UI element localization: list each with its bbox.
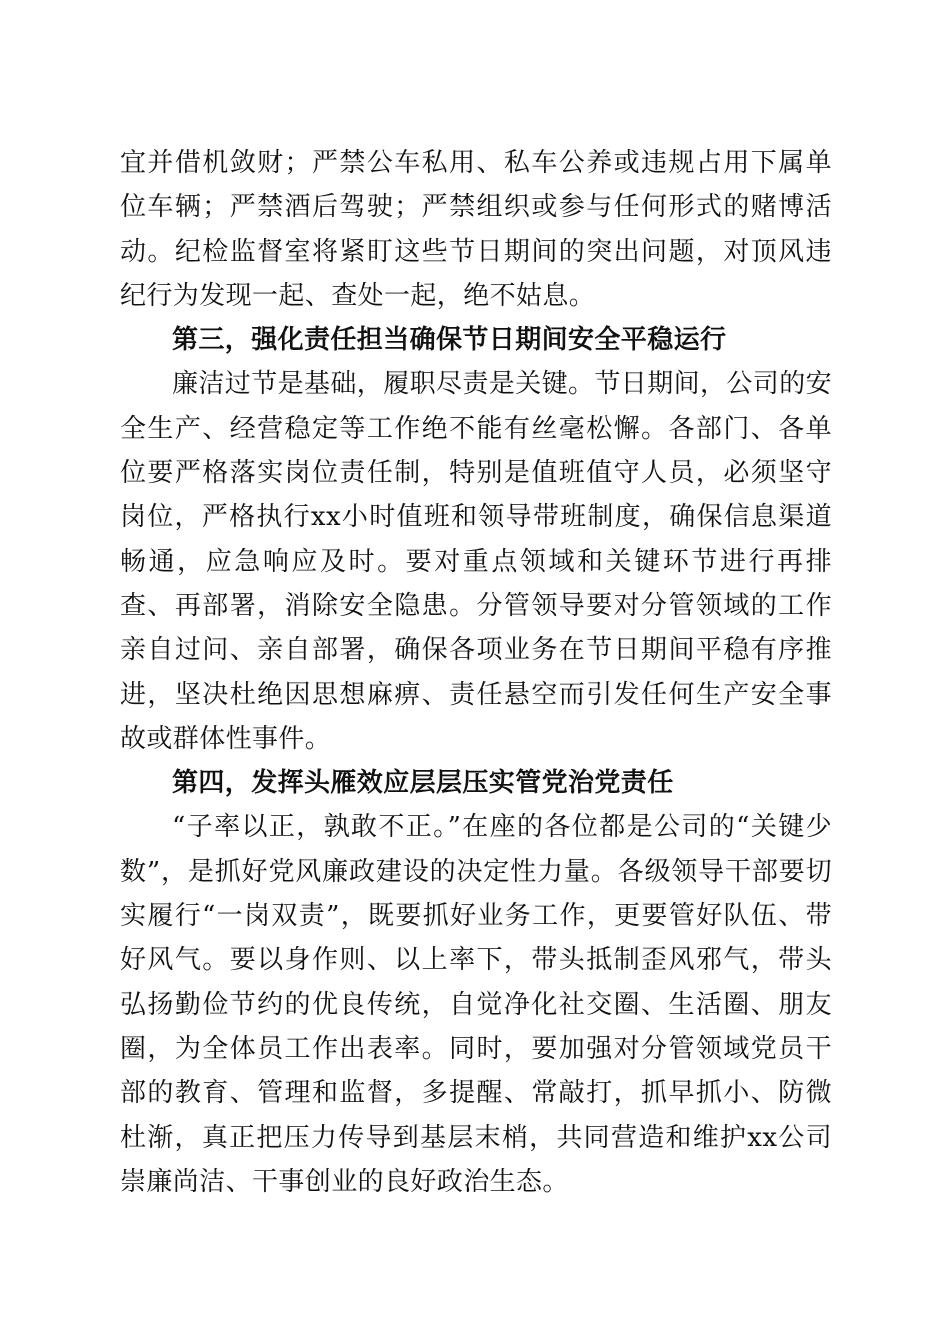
paragraph-section-3: 廉洁过节是基础，履职尽责是关键。节日期间，公司的安全生产、经营稳定等工作绝不能有丝毫松懈。各部门、各单位要严格落实岗位责任制，特别是值班值守人员，必须坚守岗位，严格执行xx小时值班和领导带班制度，确保信息渠道畅通，应急响应及时。要对重点领域和关键环节进行再排查、再部署，消除安全隐患。分管领导要对分管领域的工作亲自过问、亲自部署，确保各项业务在节日期间平稳有序推进，坚决杜绝因思想麻痹、责任悬空而引发任何生产安全事故或群体性事件。 <box>120 369 833 754</box>
document-body <box>120 141 832 1204</box>
section-heading-3: 第三，强化责任担当确保节日期间安全平稳运行 <box>172 325 727 356</box>
paragraph-section-4: “子率以正，孰敢不正。”在座的各位都是公司的“关键少数”，是抓好党风廉政建设的决定性力量。各级领导干部要切实履行“一岗双责”，既要抓好业务工作，更要管好队伍、带好风气。要以身作则、以上率下，带头抵制歪风邪气，带头弘扬勤俭节约的优良传统，自觉净化社交圈、生活圈、朋友圈，为全体员工作出表率。同时，要加强对分管领域党员干部的教育、管理和监督，多提醒、常敲打，抓早抓小、防微杜渐，真正把压力传导到基层末梢，共同营造和维护xx公司崇廉尚洁、干事创业的良好政治生态。 <box>120 812 832 1197</box>
section-heading-4: 第四，发挥头雁效应层层压实管党治党责任 <box>172 768 674 799</box>
paragraph-continued: 宜并借机敛财；严禁公车私用、私车公养或违规占用下属单位车辆；严禁酒后驾驶；严禁组织或参与任何形式的赌博活动。纪检监督室将紧盯这些节日期间的突出问题，对顶风违纪行为发现一起、查处一起，绝不姑息。 <box>120 148 832 311</box>
